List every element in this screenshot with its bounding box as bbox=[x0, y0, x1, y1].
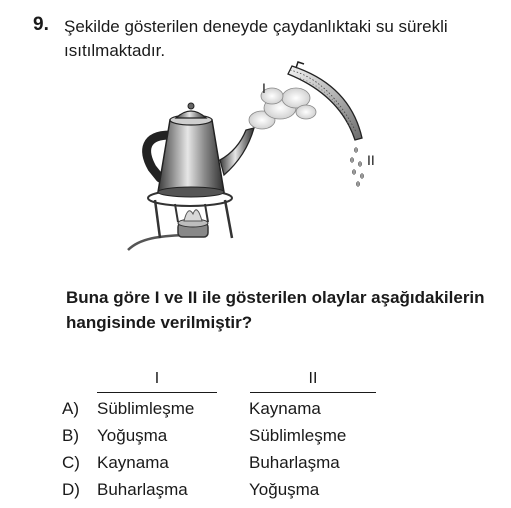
steam bbox=[249, 88, 316, 129]
option-col1: Yoğuşma bbox=[97, 426, 168, 445]
figure-label-ii: II bbox=[367, 152, 375, 168]
option-col2: Süblimleşme bbox=[249, 426, 347, 445]
option-col2: Kaynama bbox=[249, 399, 321, 418]
kettle-spout bbox=[220, 128, 254, 175]
figure-label-i: I bbox=[262, 80, 266, 96]
water-droplets bbox=[350, 148, 363, 187]
option-letter: B) bbox=[62, 426, 79, 445]
option-letter: D) bbox=[62, 480, 80, 499]
option-letter: C) bbox=[62, 453, 80, 472]
column-rule-i bbox=[97, 392, 217, 393]
question-number: 9. bbox=[33, 14, 49, 35]
option-col1: Kaynama bbox=[97, 453, 169, 472]
gas-hose bbox=[128, 235, 185, 250]
option-col2: Yoğuşma bbox=[249, 480, 320, 499]
kettle-body bbox=[158, 120, 224, 192]
column-header-ii: II bbox=[308, 370, 318, 387]
option-col2: Buharlaşma bbox=[249, 453, 340, 472]
question-stem: Şekilde gösterilen deneyde çaydanlıktaki su sürekli ısıtılmaktadır. bbox=[64, 17, 448, 60]
flame bbox=[184, 210, 202, 221]
column-header-i: I bbox=[154, 370, 160, 387]
option-col1: Süblimleşme bbox=[97, 399, 195, 418]
question-prompt: Buna göre I ve II ile gösterilen olaylar aşağıdakilerin hangisinde verilmiştir? bbox=[66, 288, 485, 332]
option-col1: Buharlaşma bbox=[97, 480, 188, 499]
column-rule-ii bbox=[250, 392, 376, 393]
kettle-lid bbox=[176, 111, 206, 118]
burner bbox=[178, 210, 208, 237]
option-letter: A) bbox=[62, 399, 79, 418]
